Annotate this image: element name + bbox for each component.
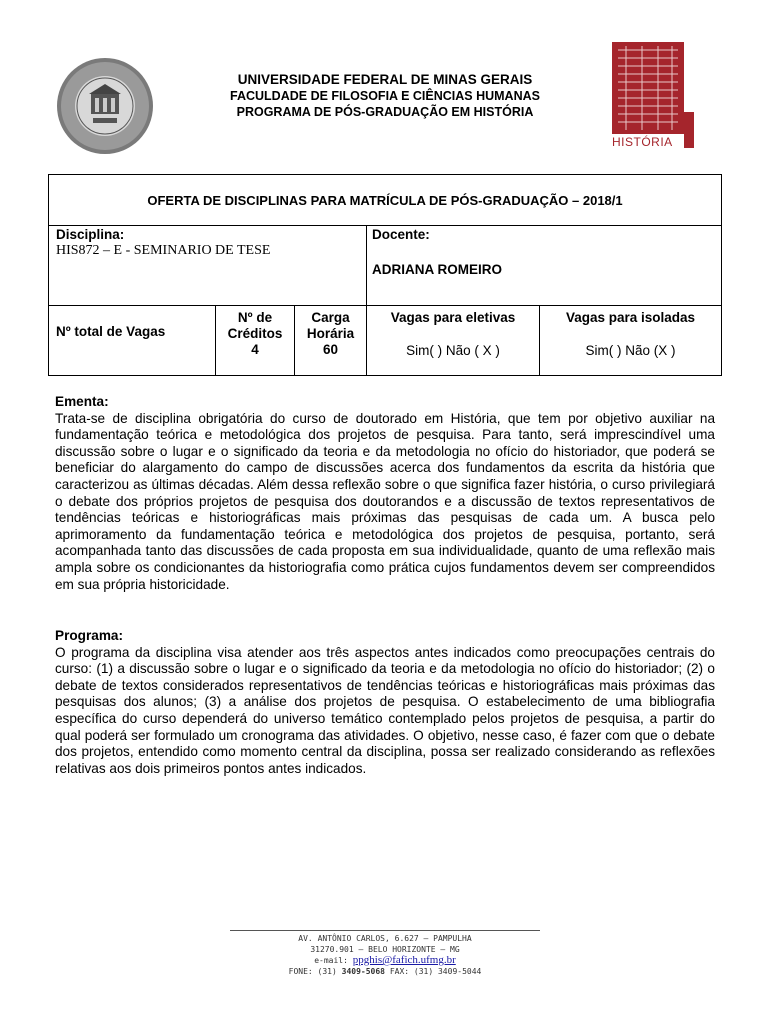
isolated-value: Sim( ) Não (X ) xyxy=(585,343,676,358)
discipline-offer-table xyxy=(48,174,722,376)
teacher-label: Docente: xyxy=(372,227,430,242)
phone-label: FONE: (31) xyxy=(288,967,337,976)
offer-title: OFERTA DE DISCIPLINAS PARA MATRÍCULA DE PÓS-GRADUAÇÃO – 2018/1 xyxy=(147,193,623,208)
discipline-value: HIS872 – E - SEMINARIO DE TESE xyxy=(56,243,271,258)
divider xyxy=(49,305,721,306)
elective-value: Sim( ) Não ( X ) xyxy=(406,343,500,358)
footer-email-line xyxy=(190,955,580,966)
elective-label: Vagas para eletivas xyxy=(390,310,516,325)
ementa-text: Trata-se de disciplina obrigatória do curso de doutorado em História, que tem por objetivo auxiliar na fundamentação teórica e metodológica dos projetos de pesquisa. Para tanto, será imprescindível uma discussão sobre o lugar e o significado da teoria e da metodologia no ofício do historiador, que poderá se beneficiar do alargamento do campo de discussões acerca dos fundamentos da escrita da história que caracterizou as últimas décadas. Além dessa reflexão sobre o que significa fazer história, o curso privilegiará o debate dos próprios projetos de pesquisa dos doutorandos e a discussão de textos representativos de tendências teóricas e historiográficas mais próximas das pesquisas de cada um. A busca pelo aprimoramento da fundamentação teórica e metodológica dos projetos de pesquisa, portanto, será acompanhada tanto das discussões de cada proposta em sua individualidade, quanto de uma reflexão mais ampla sobre os condicionantes da historiografia como prática cujos fundamentos devem ser compreendidos em sua própria historicidade. xyxy=(55,410,715,592)
hours-label: Carga xyxy=(311,310,350,325)
footer-cep: 31270.901 – BELO HORIZONTE – MG xyxy=(310,945,460,954)
phone-number: 3409-5068 xyxy=(341,967,385,976)
hours-cell xyxy=(295,310,366,358)
email-label: e-mail: xyxy=(314,956,348,965)
fax-number: FAX: (31) 3409-5044 xyxy=(389,967,482,976)
program-name: PROGRAMA DE PÓS-GRADUAÇÃO EM HISTÓRIA xyxy=(236,105,534,119)
university-seal xyxy=(55,56,155,156)
programa-section xyxy=(55,628,715,777)
ementa-heading: Ementa: xyxy=(55,394,109,409)
total-vacancies-label: Nº total de Vagas xyxy=(56,324,166,339)
hours-label: Horária xyxy=(306,326,355,341)
programa-heading: Programa: xyxy=(55,628,123,643)
faculty-name: FACULDADE DE FILOSOFIA E CIÊNCIAS HUMANAS xyxy=(230,89,540,103)
hours-value: 60 xyxy=(322,342,339,357)
offer-title-row xyxy=(49,175,721,226)
discipline-label: Disciplina: xyxy=(56,227,125,242)
programa-text: O programa da disciplina visa atender aos três aspectos antes indicados como preocupações centrais do curso: (1) a discussão sobre o lugar e o significado da teoria e da metodologia no ofício do historiador; (2) o debate de textos considerados representativos de tendências teóricas e historiográficas mais próximas das pesquisas dos alunos; (3) a análise dos projetos de pesquisa. O estabelecimento de uma bibliografia específica do curso dependerá do universo temático contemplado pelos projetos de pesquisa, a partir do qual poderá ser formulado um cronograma das atividades. O objetivo, nesse caso, é fazer com que o debate dos projetos, entendido como momento central da disciplina, possa ser realizado considerando as reflexões relativas aos dois primeiros pontos antes indicados. xyxy=(55,644,715,776)
credits-cell xyxy=(216,310,294,358)
teacher-value: ADRIANA ROMEIRO xyxy=(372,262,502,277)
historia-logo xyxy=(612,42,694,150)
page-footer xyxy=(190,930,580,977)
ementa-section xyxy=(55,394,715,593)
historia-logo-text: HISTÓRIA xyxy=(612,135,673,149)
footer-rule xyxy=(230,930,540,931)
credits-label: Créditos xyxy=(227,326,283,341)
credits-value: 4 xyxy=(251,342,259,357)
email-link[interactable]: ppghis@fafich.ufmg.br xyxy=(352,954,456,966)
credits-label: Nº de xyxy=(237,310,273,325)
footer-address: AV. ANTÔNIO CARLOS, 6.627 – PAMPULHA xyxy=(298,934,472,943)
isolated-label: Vagas para isoladas xyxy=(565,310,696,325)
document-header xyxy=(180,72,590,120)
footer-phone-line xyxy=(190,966,580,977)
university-name: UNIVERSIDADE FEDERAL DE MINAS GERAIS xyxy=(237,72,533,87)
